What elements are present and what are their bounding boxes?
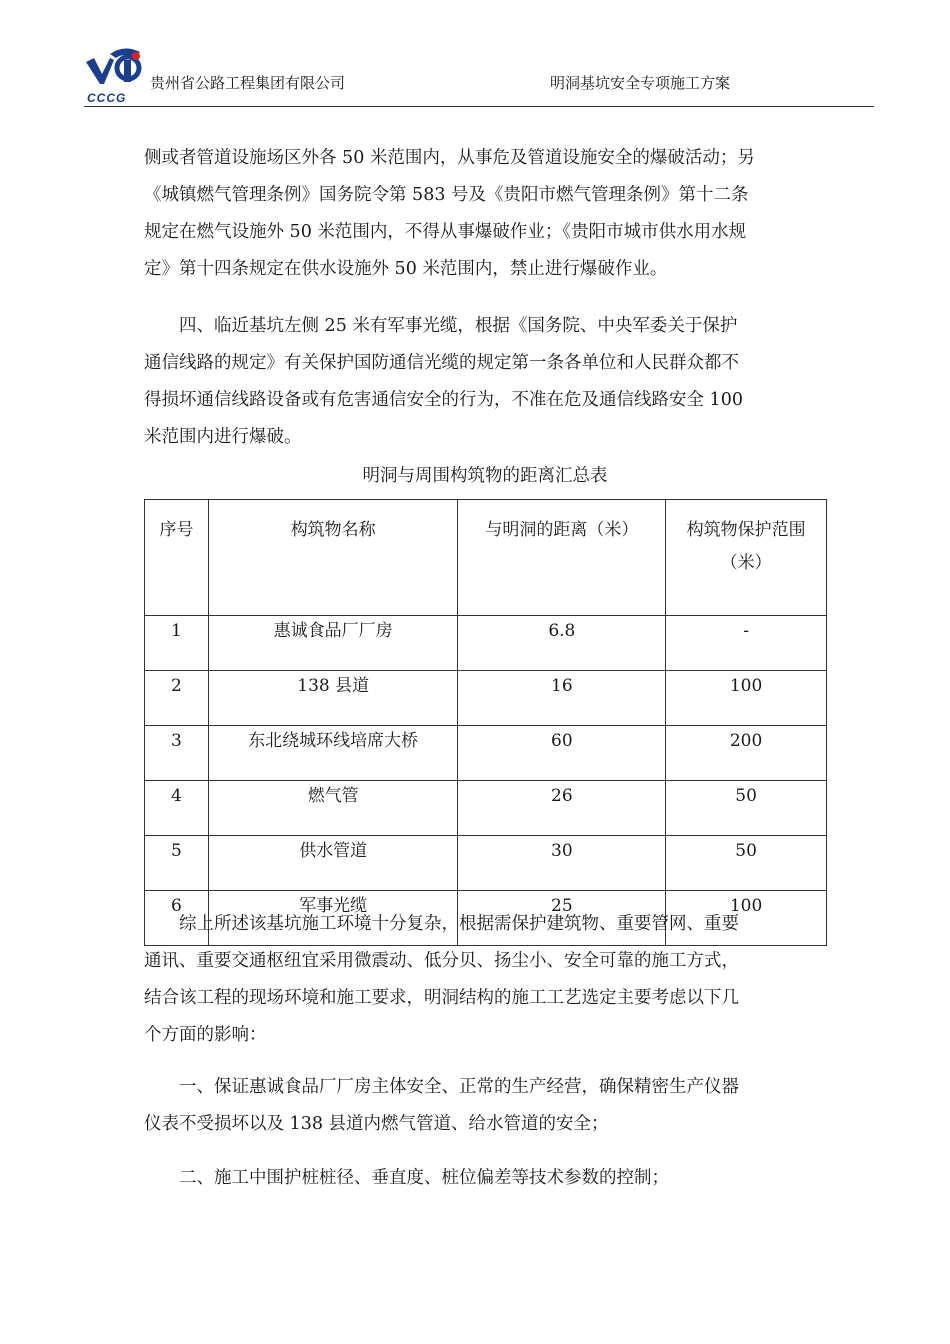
- column-header-distance: 与明洞的距离（米）: [458, 500, 666, 616]
- cell-no: 1: [145, 616, 209, 671]
- page-header: [84, 44, 874, 108]
- text-line: 通讯、重要交通枢纽宜采用微震动、低分贝、扬尘小、安全可靠的施工方式，: [144, 951, 739, 971]
- cell-no: 4: [145, 781, 209, 836]
- cell-distance: 25: [458, 891, 666, 946]
- text-line: 侧或者管道设施场区外各 50 米范围内，从事危及管道设施安全的爆破活动；另: [144, 148, 755, 168]
- cell-name: 138 县道: [208, 671, 458, 726]
- cell-no: 5: [145, 836, 209, 891]
- cell-name: 惠诚食品厂厂房: [208, 616, 458, 671]
- cell-range: 50: [666, 836, 827, 891]
- cell-range: 100: [666, 671, 827, 726]
- text-line: 规定在燃气设施外 50 米范围内，不得从事爆破作业；《贵阳市城市供水用水规: [144, 222, 747, 242]
- column-header-range: 构筑物保护范围（米）: [666, 500, 827, 616]
- text-line: 四、临近基坑左侧 25 米有军事光缆，根据《国务院、中央军委关于保护: [144, 316, 738, 336]
- text-line: 结合该工程的现场环境和施工要求，明洞结构的施工工艺选定主要考虑以下几: [144, 988, 739, 1008]
- table-header-row: [145, 500, 827, 616]
- cell-range: 100: [666, 891, 827, 946]
- paragraph-point-two: [144, 1160, 824, 1197]
- paragraph-regulations: [144, 140, 824, 288]
- cell-name: 军事光缆: [208, 891, 458, 946]
- text-line: 米范围内进行爆破。: [144, 427, 302, 447]
- column-header-no: 序号: [145, 500, 209, 616]
- text-line: 二、施工中围护桩桩径、垂直度、桩位偏差等技术参数的控制；: [144, 1168, 669, 1188]
- cell-range: -: [666, 616, 827, 671]
- text-line: 个方面的影响：: [144, 1025, 267, 1045]
- cell-name: 燃气管: [208, 781, 458, 836]
- text-line: 一、保证惠诚食品厂厂房主体安全、正常的生产经营，确保精密生产仪器: [144, 1077, 739, 1097]
- paragraph-military-cable: [144, 308, 824, 456]
- text-line: 定》第十四条规定在供水设施外 50 米范围内，禁止进行爆破作业。: [144, 259, 668, 279]
- cell-distance: 6.8: [458, 616, 666, 671]
- table-row: [145, 726, 827, 781]
- document-title: 明洞基坑安全专项施工方案: [550, 74, 731, 92]
- distance-table: [144, 499, 827, 946]
- table-row: [145, 616, 827, 671]
- cell-no: 2: [145, 671, 209, 726]
- cell-range: 200: [666, 726, 827, 781]
- column-header-name: 构筑物名称: [208, 500, 458, 616]
- table-caption: 明洞与周围构筑物的距离汇总表: [362, 466, 608, 486]
- table-row: [145, 671, 827, 726]
- paragraph-point-one: [144, 1069, 824, 1143]
- cell-range: 50: [666, 781, 827, 836]
- cell-no: 3: [145, 726, 209, 781]
- cell-distance: 60: [458, 726, 666, 781]
- text-line: 通信线路的规定》有关保护国防通信光缆的规定第一条各单位和人民群众都不: [144, 353, 739, 373]
- cell-distance: 16: [458, 671, 666, 726]
- paragraph-summary: [144, 906, 824, 1054]
- text-line: 仪表不受损坏以及 138 县道内燃气管道、给水管道的安全；: [144, 1114, 609, 1134]
- table-row: [145, 781, 827, 836]
- text-line: 《城镇燃气管理条例》国务院令第 583 号及《贵阳市燃气管理条例》第十二条: [144, 185, 749, 205]
- company-logo-icon: [84, 44, 150, 104]
- cell-name: 供水管道: [208, 836, 458, 891]
- company-name: 贵州省公路工程集团有限公司: [150, 74, 346, 92]
- cell-distance: 30: [458, 836, 666, 891]
- logo-lettering: CCCG: [87, 91, 127, 104]
- cell-distance: 26: [458, 781, 666, 836]
- table-row: [145, 836, 827, 891]
- text-line: 得损坏通信线路设备或有危害通信安全的行为，不准在危及通信线路安全 100: [144, 390, 743, 410]
- cell-no: 6: [145, 891, 209, 946]
- header-divider: [84, 106, 874, 107]
- cell-name: 东北绕城环线培席大桥: [208, 726, 458, 781]
- text-line: 综上所述该基坑施工环境十分复杂，根据需保护建筑物、重要管网、重要: [144, 914, 739, 934]
